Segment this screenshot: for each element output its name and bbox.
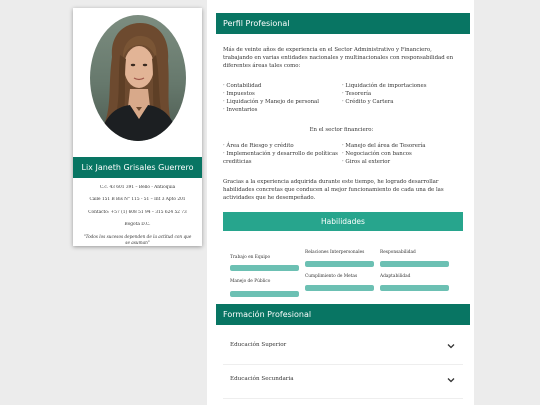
list-item: · Crédito y Cartera <box>342 99 394 105</box>
section-title-perfil: Perfil Profesional <box>216 13 470 34</box>
list-item: · Impuestos <box>223 91 255 97</box>
contact-line: Contacto: +57 (1) 608 51 94 – 315 624 52 73 <box>88 210 187 215</box>
chevron-down-icon[interactable] <box>446 341 456 351</box>
skill-bar <box>230 291 299 297</box>
profile-quote: "Todos los sucesos dependen de la actitud con que se asuman" <box>83 234 192 245</box>
perfil-closing: Gracias a la experiencia adquirida durante este tiempo, he logrado desarrollar habilidades concretas que conducen al mejor funcionamiento de cada una de las actividades que he desempeñado. <box>223 179 444 201</box>
skill-bar <box>230 265 299 271</box>
areas-left-list <box>223 82 319 114</box>
list-item: · Negociación con bancos <box>342 151 412 157</box>
fin-right-list <box>342 142 425 166</box>
accordion-label: Educación Superior <box>230 342 287 348</box>
skill-bar <box>380 285 449 291</box>
list-item: · Manejo del área de Tesorería <box>342 143 426 149</box>
skill-label: Manejo de Público <box>230 279 271 284</box>
list-item: · Liquidación y Manejo de personal <box>223 99 319 105</box>
skill-bar-fill <box>380 261 449 267</box>
skills-header: Habilidades <box>223 212 463 231</box>
content-column <box>207 0 474 405</box>
id-line: C.c. 43 601 391 – Bello - Antioquia <box>99 185 176 190</box>
profile-name: Lix Janeth Grisales Guerrero <box>73 157 202 178</box>
list-item: · Área de Riesgo y crédito <box>223 143 294 149</box>
section-title-formacion: Formación Profesional <box>216 304 470 325</box>
profile-photo <box>90 15 186 141</box>
perfil-intro: Más de veinte años de experiencia en el Sector Administrativo y Financiero, trabajando en varias entidades nacionales y multinacionales con responsabilidad en diferentes áreas tales como: <box>223 47 454 69</box>
list-item: · Implementación y desarrollo de políticas crediticias <box>223 151 338 165</box>
city-line: Bogotá D.C. <box>124 222 151 227</box>
chevron-down-icon[interactable] <box>446 375 456 385</box>
areas-right-list <box>342 82 426 106</box>
financial-heading: En el sector financiero: <box>309 127 374 133</box>
skill-bar-fill <box>230 265 299 271</box>
list-item: · Liquidación de importaciones <box>342 83 427 89</box>
list-item: · Inventarios <box>223 107 258 113</box>
skill-label: Relaciones Interpersonales <box>305 250 365 255</box>
skill-label: Responsabilidad <box>380 250 416 255</box>
address-line: Calle 151 B Bis N° 115 - 51 – Int 3 Apto 201 <box>89 197 186 202</box>
skill-bar-fill <box>305 285 374 291</box>
accordion-item-educacion-superior[interactable] <box>223 330 463 365</box>
profile-card <box>73 8 202 246</box>
skill-label: Cumplimiento de Metas <box>305 274 358 279</box>
skill-bar <box>380 261 449 267</box>
skill-bar <box>305 285 374 291</box>
skill-bar <box>305 261 374 267</box>
list-item: · Tesorería <box>342 91 372 97</box>
skill-bar-fill <box>230 291 299 297</box>
fin-left-list <box>223 142 338 166</box>
portrait-illustration <box>90 15 186 141</box>
accordion-item-educacion-secundaria[interactable] <box>223 364 463 399</box>
accordion-label: Educación Secundaria <box>230 376 294 382</box>
list-item: · Contabilidad <box>223 83 262 89</box>
skill-bar-fill <box>380 285 449 291</box>
skill-label: Adaptabilidad <box>380 274 411 279</box>
skill-bar-fill <box>305 261 374 267</box>
skill-label: Trabajo en Equipo <box>230 255 271 260</box>
list-item: · Giros al exterior <box>342 159 391 165</box>
